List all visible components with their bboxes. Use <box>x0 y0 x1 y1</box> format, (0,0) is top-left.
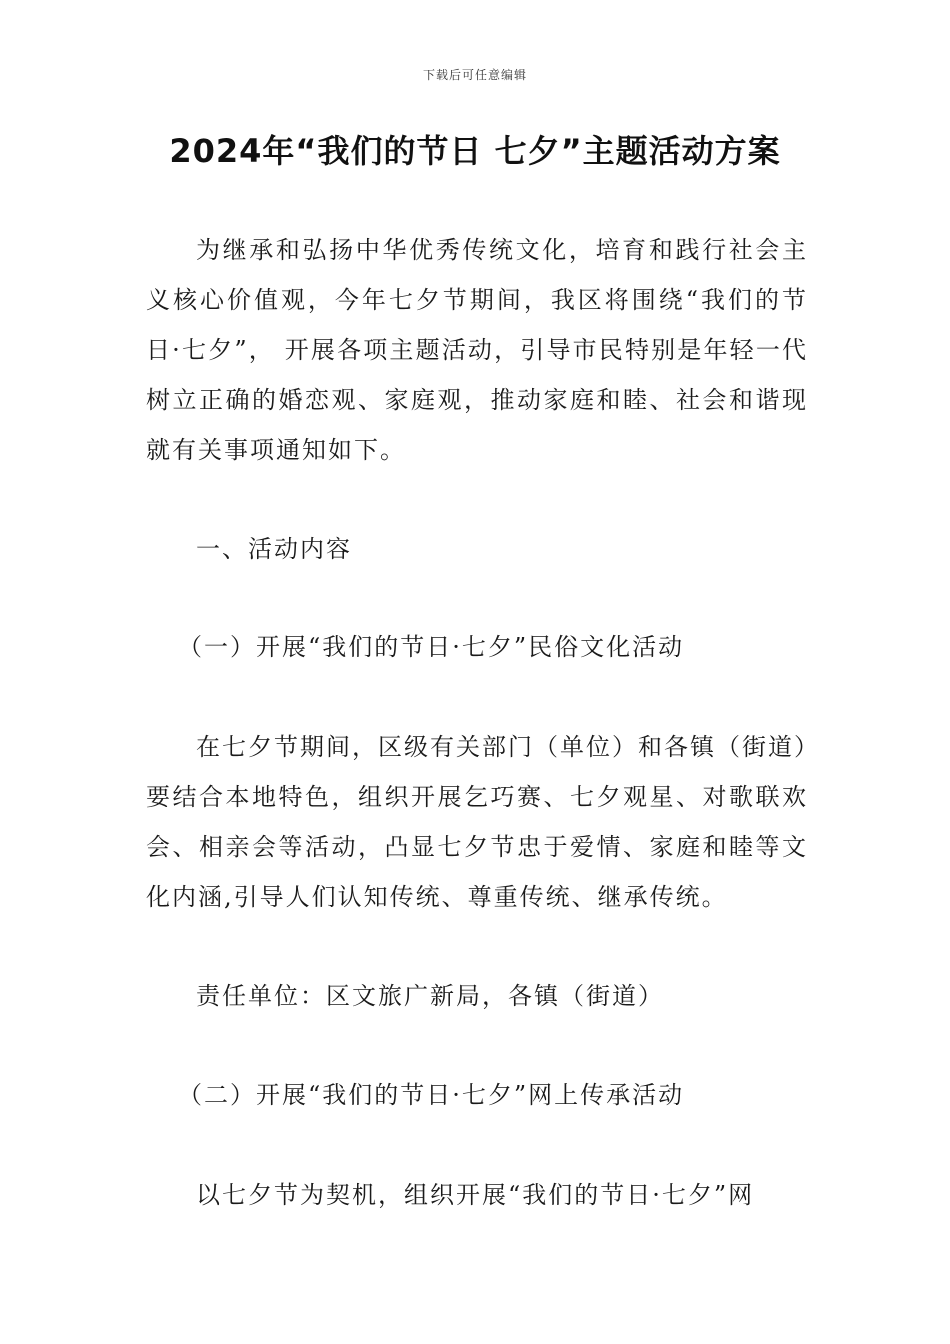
section-heading-activity-content: 一、活动内容 <box>196 535 352 563</box>
subsection-heading-online-heritage: （二）开展“我们的节日·七夕”网上传承活动 <box>178 1081 685 1109</box>
responsible-unit-line: 责任单位：区文旅广新局，各镇（街道） <box>196 982 664 1010</box>
document-title: 2024年“我们的节日 七夕”主题活动方案 <box>169 132 781 170</box>
folk-culture-paragraph: 在七夕节期间，区级有关部门（单位）和各镇（街道）要结合本地特色，组织开展乞巧赛、七夕观星、对歌联欢会、相亲会等活动，凸显七夕节忠于爱情、家庭和睦等文化内涵,引导人们认知传统、尊重传统、继承传统。 <box>146 733 808 911</box>
online-heritage-paragraph-start: 以七夕节为契机，组织开展“我们的节日·七夕”网 <box>196 1181 755 1209</box>
intro-paragraph: 为继承和弘扬中华优秀传统文化，培育和践行社会主义核心价值观，今年七夕节期间，我区将围绕“我们的节日·七夕”， 开展各项主题活动，引导市民特别是年轻一代树立正确的婚恋观、家庭观，推动家庭和睦、社会和谐现就有关事项通知如下。 <box>146 236 808 464</box>
header-note: 下载后可任意编辑 <box>422 68 527 82</box>
subsection-heading-folk-culture: （一）开展“我们的节日·七夕”民俗文化活动 <box>178 633 685 661</box>
